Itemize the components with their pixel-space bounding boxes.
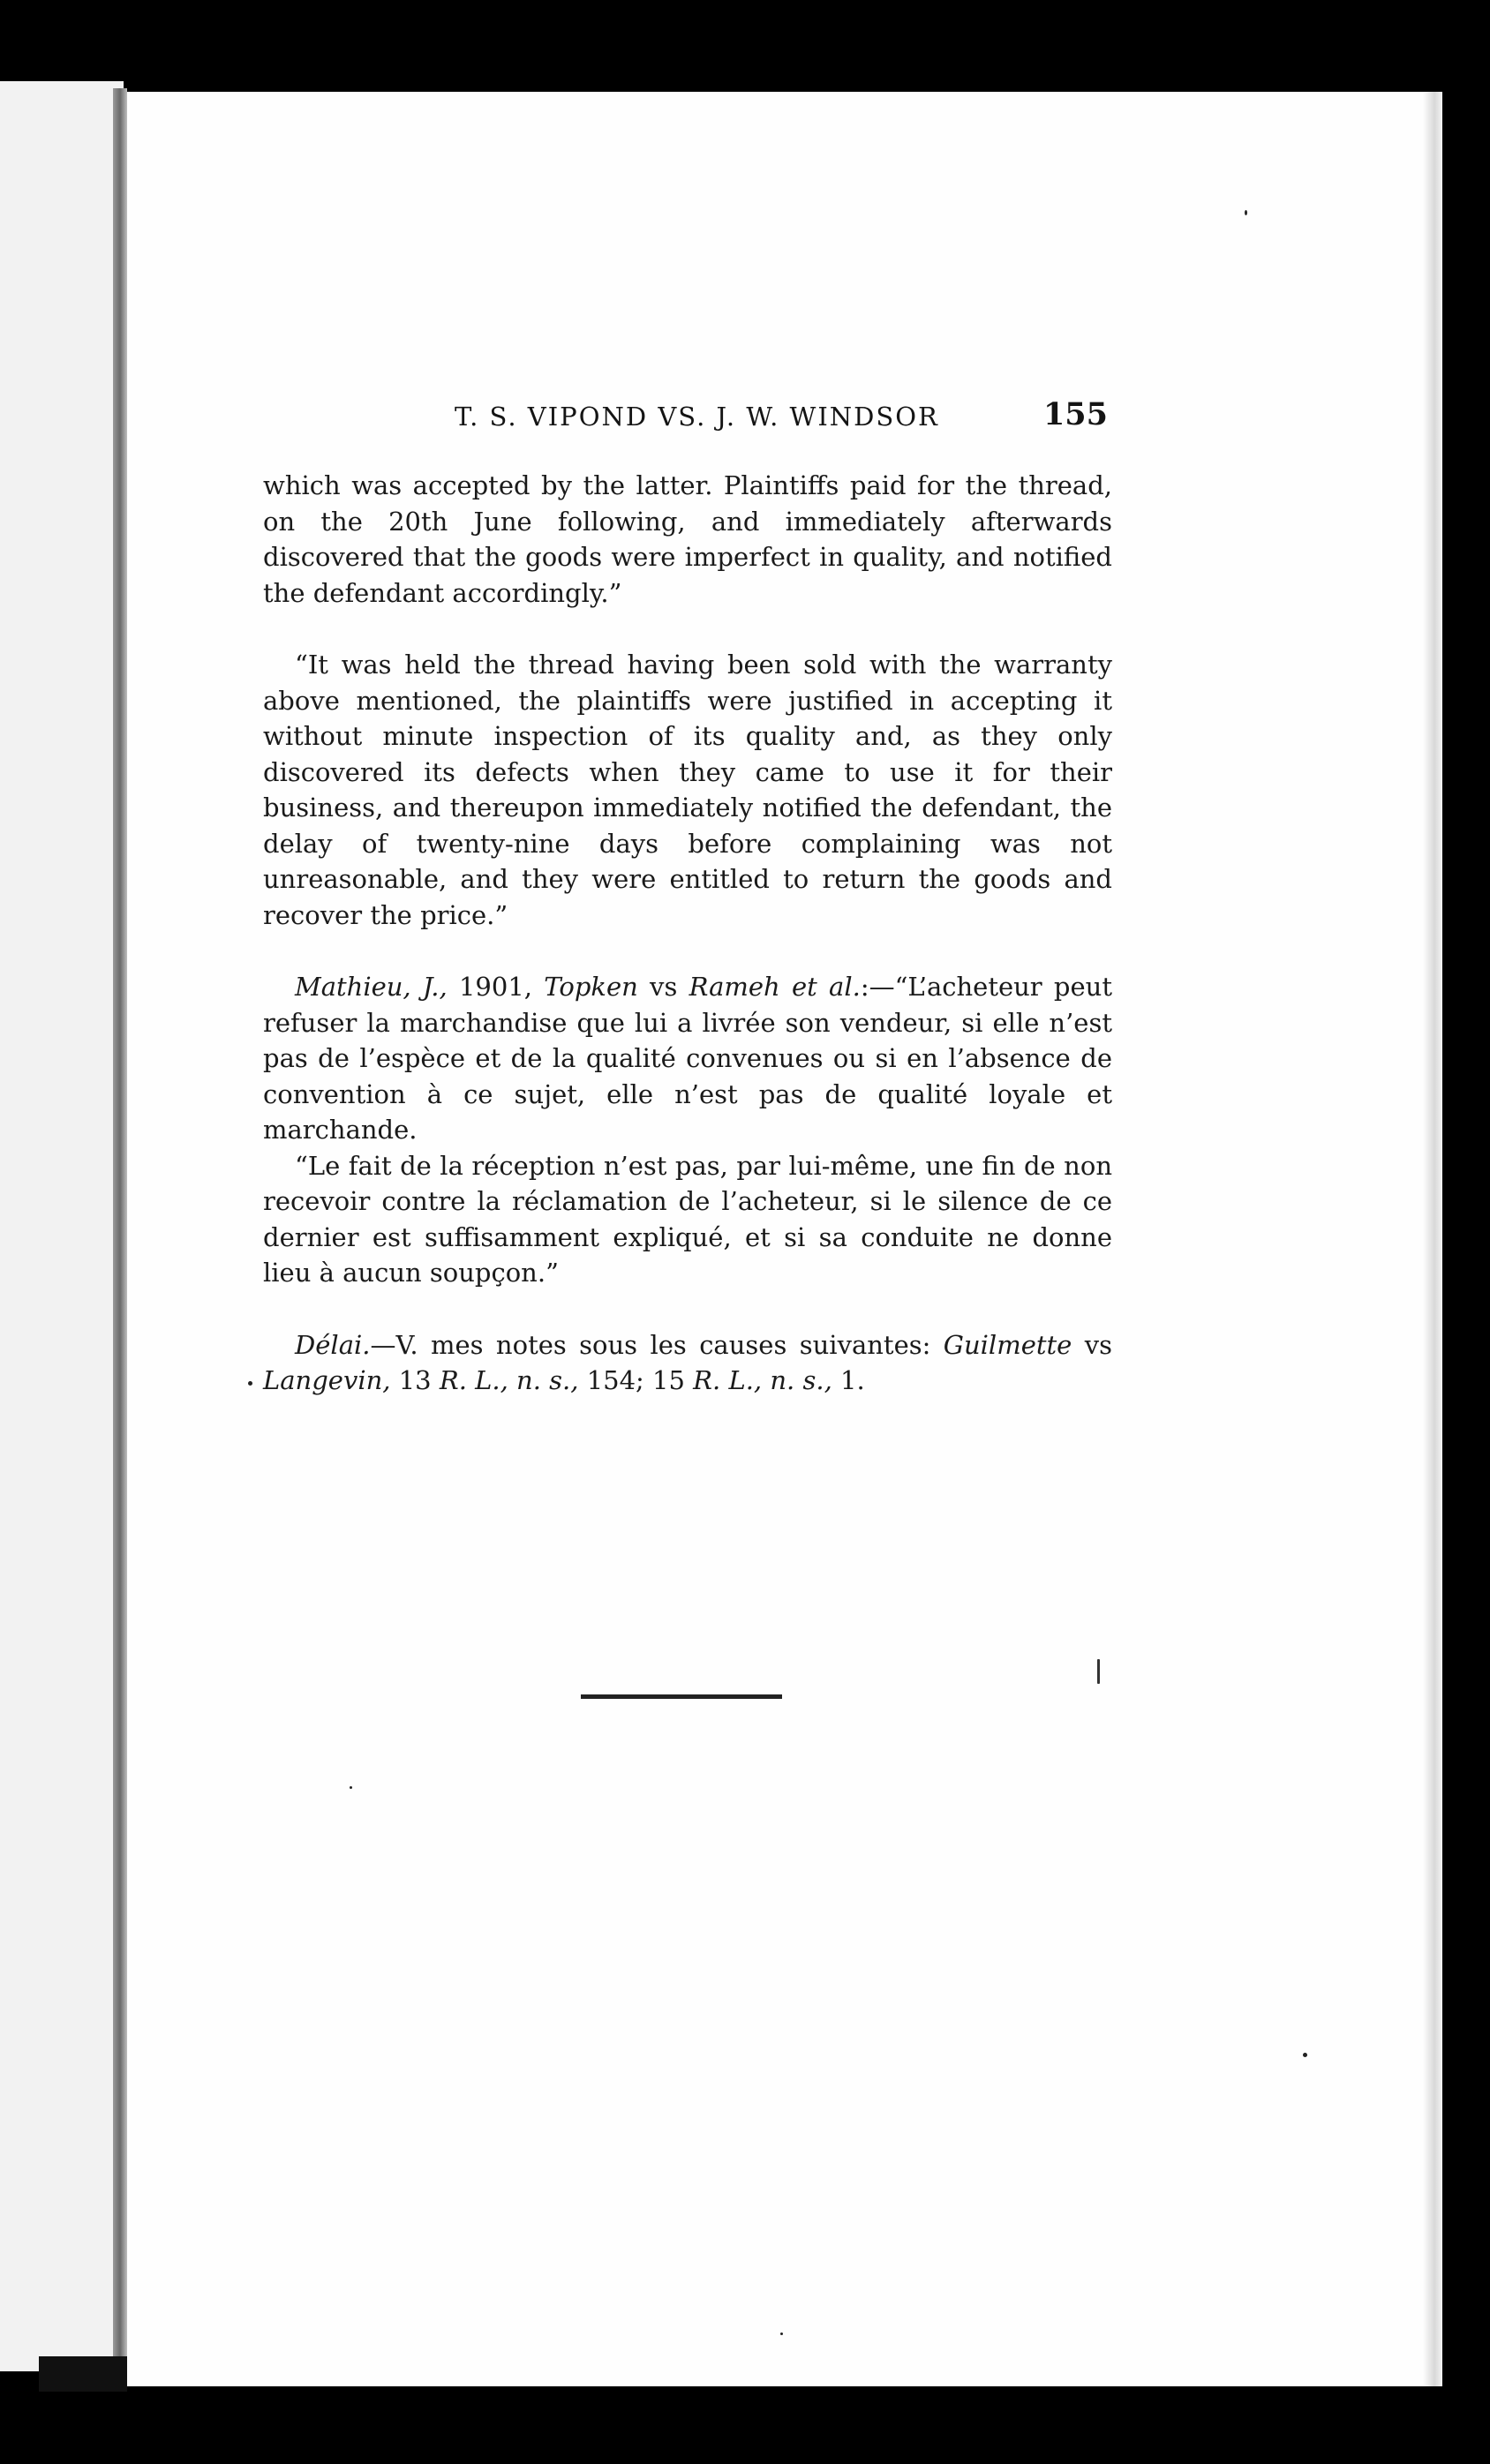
book-spine	[113, 88, 127, 2365]
body-text	[263, 468, 1112, 1399]
case-guilmette: Guilmette	[943, 1329, 1072, 1360]
versus-text-2: vs	[1072, 1329, 1112, 1360]
case-year: 1901,	[447, 972, 545, 1002]
paragraph-reception: “Le fait de la réception n’est pas, par lui-même, une fin de non recevoir contre la réclamation de l’acheteur, si le silence de ce dernier est suffisamment expliqué, et si sa conduite ne donne lieu à aucun soupçon.”	[263, 1150, 1112, 1288]
quote-text: :—“L’acheteur peut refuser la marchandise que lui a livrée son vendeur, si elle n’est pas de l’espèce et de la qualité convenues ou si en l’absence de convention à ce sujet, elle n’est pas de qualité loyale et marchande.	[263, 972, 1112, 1145]
ref-rl-1: R. L., n. s.,	[439, 1365, 579, 1395]
ref-page-1: 154; 15	[578, 1365, 694, 1395]
page-number: 155	[1042, 396, 1108, 432]
ref-number: 13	[390, 1365, 440, 1395]
paragraph-continuation: which was accepted by the latter. Plaintiffs paid for the thread, on the 20th June following, and immediately afterwards discovered that the goods were imperfect in quality, and notified the defendant accordingly.”	[263, 470, 1112, 608]
speck	[1097, 1659, 1100, 1684]
left-page-edge	[0, 81, 124, 2371]
versus-text: vs	[637, 972, 689, 1002]
speck	[1303, 2053, 1307, 2057]
judge-name: Mathieu, J.,	[295, 972, 448, 1002]
ref-rl-2: R. L., n. s.,	[693, 1365, 832, 1395]
speck	[780, 2333, 783, 2335]
party-topken: Topken	[544, 972, 638, 1002]
page-edge-shadow	[1423, 92, 1442, 2386]
ref-page-2: 1.	[832, 1365, 865, 1395]
spine-shadow	[39, 2356, 127, 2392]
running-title: T. S. VIPOND VS. J. W. WINDSOR	[455, 402, 939, 432]
notes-text: —V. mes notes sous les causes suivantes:	[370, 1329, 944, 1360]
paragraph-held: “It was held the thread having been sold with the warranty above mentioned, the plaintiffs were justified in accepting it without minute inspection of its quality and, as they only discovered its defects when they came to use it for their business, and thereupon immediately notified the defendant, the delay of twenty-nine days before complaining was not unreasonable, and they were entitled to return the goods and recover the price.”	[263, 650, 1112, 930]
speck	[248, 1381, 252, 1386]
speck	[350, 1786, 352, 1789]
section-rule	[581, 1694, 782, 1699]
speck	[1245, 210, 1247, 215]
party-rameh: Rameh et al.	[689, 972, 861, 1002]
paragraph-mathieu	[263, 969, 1112, 1148]
case-langevin: Langevin,	[263, 1365, 391, 1395]
delai-label: Délai.	[295, 1329, 371, 1360]
paragraph-delai	[263, 1327, 1112, 1399]
running-head	[455, 396, 1108, 446]
